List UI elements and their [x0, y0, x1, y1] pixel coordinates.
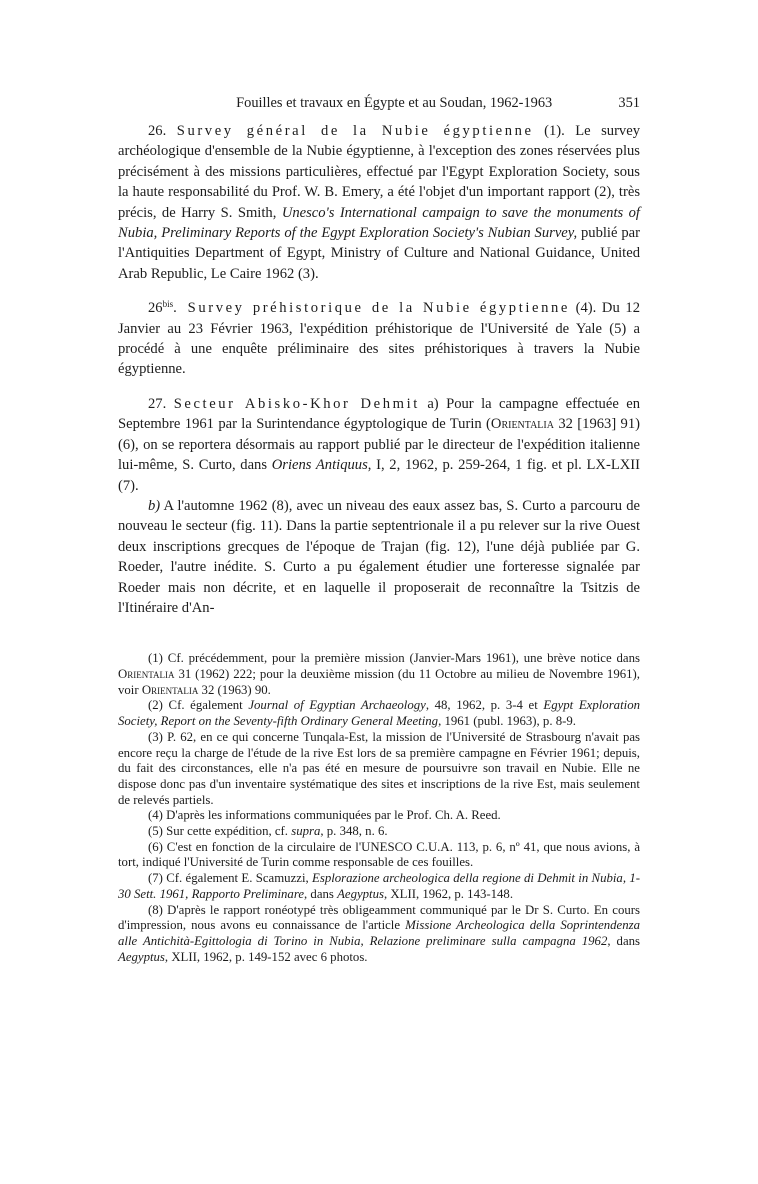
- footnote-text: Cf. également E. Scamuzzi,: [162, 871, 313, 886]
- paragraph-text: , avec un niveau des eaux assez bas, S. Curto a parcouru de nouveau le secteur (fig. 11). Dans la partie septentrionale il a pu relever sur la rive Ouest deux inscriptions grecques de l'époque de Trajan (fig. 12), l'une déjà publiée par G. Roeder, l'autre inédite. S. Curto a pu également étudier une forteresse signalée par Roeder mais non décrite, et en laquelle il proposerait de reconnaître la Tsitzis de l'Itinéraire d'An-: [118, 497, 640, 616]
- publication-title: Missione Archeologica della Soprintendenza alle Antichità-Egittologia di Torino in Nubia, Relazione preliminare sulla campagna 1962: [118, 918, 640, 948]
- cross-reference: supra: [291, 824, 321, 839]
- journal-name: Aegyptus: [118, 949, 165, 964]
- running-header: [118, 94, 640, 112]
- footnote-text: , 1961 (publ. 1963), p. 8-9.: [438, 714, 576, 729]
- paragraph-text: a procédé à une enquête préliminaire des sites préhistoriques à travers la Nubie égyptienne.: [118, 320, 640, 378]
- footnote-mark: (3): [148, 729, 163, 744]
- journal-name: Oriens Antiquus: [271, 457, 368, 474]
- footnote-4: [118, 808, 640, 824]
- footnote-text: , XLII, 1962, p. 143-148.: [384, 886, 514, 901]
- footnote-text: Sur cette expédition, cf.: [162, 824, 292, 839]
- footnote-ref: (5): [609, 320, 627, 337]
- footnote-mark: (6): [148, 839, 163, 854]
- footnote-text: 31 (1962) 222; pour la deuxième mission (du 11 Octobre au milieu de Novembre 1961), voir: [118, 667, 640, 697]
- page: [118, 94, 640, 965]
- bis-superscript: bis: [162, 299, 174, 310]
- paragraph-text: . Le survey archéologique d'ensemble de la Nubie égyptienne, à l'exception des zones réservées plus précisément à des missions particulières, effectué par l'Egypt Exploration Society, sous la haute responsabilité du Prof. W. B. Emery, a été l'objet d'un important rapport: [118, 123, 641, 201]
- footnote-ref: (6): [118, 436, 136, 453]
- footnote-ref: (1): [544, 123, 562, 139]
- footnote-ref: (4): [575, 300, 593, 317]
- footnote-1: [118, 651, 640, 698]
- paragraph-text: .: [135, 477, 139, 494]
- footnote-ref: (2): [594, 184, 612, 201]
- paragraph-gap: [118, 284, 640, 298]
- paragraph-text: A l'automne 1962: [160, 497, 272, 514]
- page-number: 351: [618, 95, 640, 111]
- publication-title: Esplorazione archeologica della regione di Dehmit in Nubia, 1-30 Sett. 1961, Rapporto Preliminare: [118, 871, 640, 901]
- footnote-ref: (7): [118, 477, 136, 494]
- paragraph-27: [118, 394, 640, 496]
- footnote-mark: (2): [148, 698, 163, 713]
- footnote-mark: (5): [148, 824, 163, 839]
- item-marker: b): [148, 497, 161, 514]
- journal-name: Orientalia: [118, 667, 175, 682]
- footnote-text: D'après le rapport ronéotypé très obligeamment communiqué par le Dr S. Curto. En cours d'impression, nous avons eu connaissance de l'article: [118, 902, 640, 933]
- section-number: 26.: [148, 123, 167, 139]
- footnote-mark: (7): [148, 871, 163, 886]
- section-heading: . Survey préhistorique de la Nubie égyptienne: [173, 300, 570, 317]
- footnote-text: , dans: [607, 934, 640, 948]
- paragraph-text: , très précis, de Harry S. Smith,: [118, 184, 640, 221]
- paragraph-gap: [118, 380, 640, 394]
- paragraph-text: , I, 2, 1962, p. 259-264, 1 fig. et pl. LX-LXII: [367, 457, 640, 474]
- paragraph-27b: [118, 496, 640, 618]
- footnote-3: [118, 730, 640, 809]
- footnote-text: Cf. également: [162, 698, 249, 713]
- paragraph-text: a) Pour la campagne effectuée en Septembre 1961 par la Surintendance égyptologique de Turin (: [118, 395, 640, 433]
- section-heading: Secteur Abisko-Khor Dehmit: [173, 395, 420, 412]
- running-title: Fouilles et travaux en Égypte et au Soudan, 1962-1963: [236, 95, 553, 111]
- paragraph-26: [118, 121, 640, 284]
- paragraph-text: .: [314, 265, 319, 282]
- journal-name: Orientalia: [141, 682, 199, 697]
- footnote-text: , p. 348, n. 6.: [320, 824, 388, 839]
- footnote-7: [118, 871, 640, 902]
- footnote-ref: (3): [297, 265, 315, 282]
- footnote-5: [118, 824, 640, 840]
- section-number: 26: [148, 300, 163, 317]
- footnote-text: D'après les informations communiquées par le Prof. Ch. A. Reed.: [162, 808, 501, 823]
- footnote-text: , dans: [304, 886, 338, 901]
- footnote-6: [118, 840, 640, 871]
- paragraph-text: , on se reportera désormais au rapport publié par le directeur de l'expédition italienne lui-même, S. Curto, dans: [118, 436, 640, 474]
- footnote-8: [118, 903, 640, 966]
- footnote-2: [118, 698, 640, 729]
- footnote-text: Cf. précédemment, pour la première mission (Janvier-Mars 1961), une brève notice dans: [162, 651, 640, 666]
- journal-name: Aegyptus: [337, 886, 384, 901]
- footnote-text: P. 62, en ce qui concerne Tunqala-Est, la mission de l'Université de Strasbourg n'avait pas encore reçu la charge de l'étude de la rive Est lors de sa première campagne en Février 1961; depuis, du fait des circonstances, elle n'a pas été en mesure de poursuivre son travail en Nubie. Elle ne dispose donc pas d'un inventaire systématique des sites et inscriptions de la rive Est, mais seulement de relevés partiels.: [118, 729, 640, 807]
- footnote-mark: (1): [148, 651, 163, 666]
- footnote-text: C'est en fonction de la circulaire de l'UNESCO C.U.A. 113, p. 6, nº 41, que nous avions, à tort, indiqué l'Université de Turin comme responsable de ces fouilles.: [118, 839, 640, 870]
- footnotes: [118, 651, 640, 965]
- footnote-text: , XLII, 1962, p. 149-152 avec 6 photos.: [164, 949, 368, 964]
- footnote-mark: (4): [148, 808, 163, 823]
- paragraph-text: . Du 12 Janvier au 23 Février 1963, l'expédition préhistorique de l'Université de Yale: [118, 300, 640, 337]
- publication-title: Journal of Egyptian Archaeology: [248, 698, 426, 713]
- section-number: 27.: [148, 395, 167, 412]
- publication-title: Egypt Exploration Society, Report on the Seventy-fifth Ordinary General Meeting: [118, 698, 640, 729]
- footnote-text: , 48, 1962, p. 3-4 et: [425, 698, 544, 713]
- paragraph-26bis: [118, 298, 640, 380]
- publication-title: Unesco's International campaign to save the monuments of Nubia, Preliminary Reports of the Egypt Exploration Society's Nubian Survey,: [118, 204, 640, 242]
- paragraph-text: 32 [1963] 91): [553, 416, 641, 433]
- section-heading: Survey général de la Nubie égyptienne: [176, 123, 534, 139]
- paragraph-text: publié par l'Antiquities Department of Egypt, Ministry of Culture and National Guidance, United Arab Republic, Le Caire 1962: [118, 225, 640, 282]
- footnote-ref: (8): [271, 497, 289, 514]
- journal-name: Orientalia: [490, 416, 554, 433]
- footnote-text: 32 (1963) 90.: [198, 682, 271, 697]
- footnote-mark: (8): [148, 902, 163, 917]
